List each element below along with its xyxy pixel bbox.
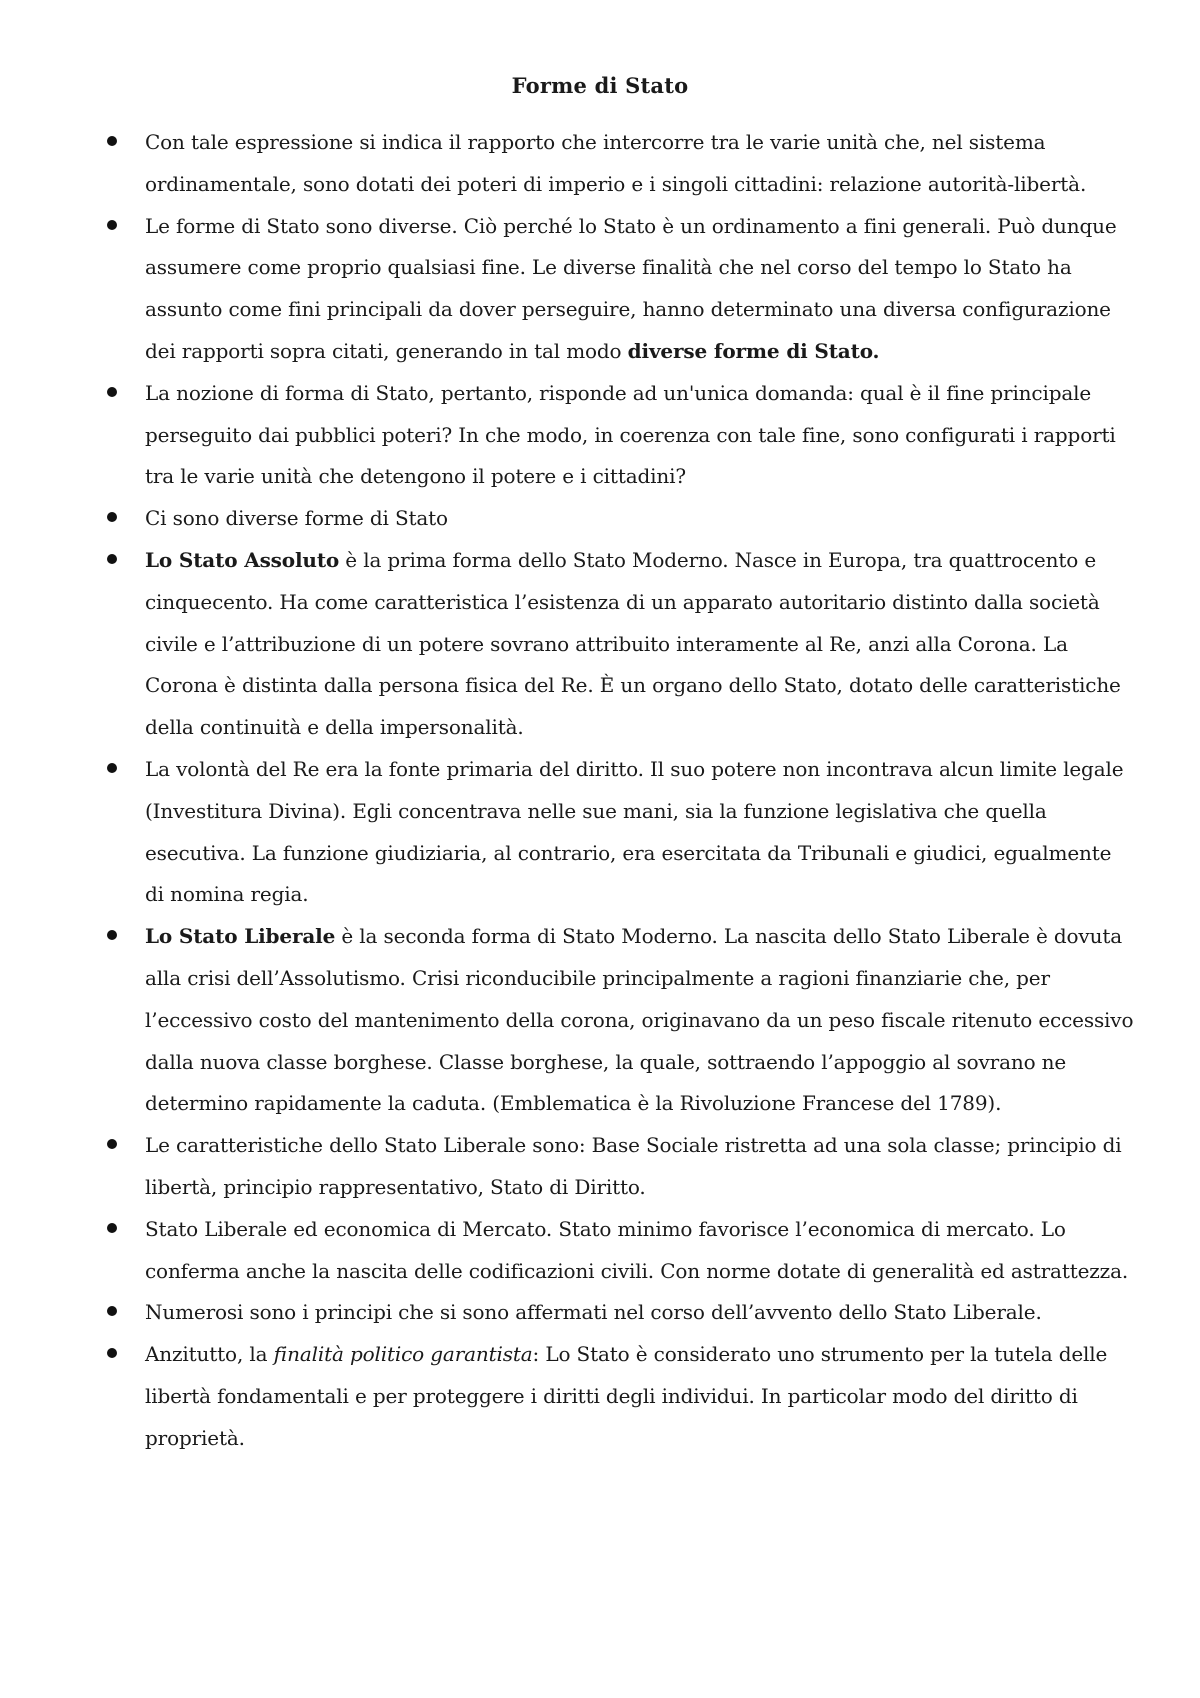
list-item: [0, 206, 1135, 373]
bullet-icon: [107, 1348, 117, 1358]
item-text: è la prima forma dello Stato Moderno. Nasce in Europa, tra quattrocento e cinquecento. Ha come caratteristica l’esistenza di un apparato autoritario distinto dalla società civile e l’attribuzione di un potere sovrano attribuito interamente al Re, anzi alla Corona. La Corona è distinta dalla persona fisica del Re. È un organo dello Stato, dotato delle caratteristiche della continuità e della impersonalità.: [145, 547, 1121, 740]
bullet-list: [0, 122, 1200, 1460]
item-text: La volontà del Re era la fonte primaria del diritto. Il suo potere non incontrava alcun limite legale (Investitura Divina). Egli concentrava nelle sue mani, sia la funzione legislativa che quella esecutiva. La funzione giudiziaria, al contrario, era esercitata da Tribunali e giudici, egualmente di nomina regia.: [145, 756, 1124, 907]
bullet-icon: [107, 512, 117, 522]
page-title: Forme di Stato: [511, 73, 689, 98]
bullet-icon: [107, 136, 117, 146]
item-text: Anzitutto, la: [145, 1342, 274, 1367]
item-text: Le forme di Stato sono diverse. Ciò perché lo Stato è un ordinamento a fini generali. Può dunque assumere come proprio qualsiasi fine. Le diverse finalità che nel corso del tempo lo Stato ha assunto come fini principali da dover perseguire, hanno determinato una diversa configurazione dei rapporti sopra citati, generando in tal modo: [145, 213, 1117, 363]
item-text: Ci sono diverse forme di Stato: [145, 506, 448, 531]
list-item: [0, 1125, 1135, 1209]
item-bold-text: Lo Stato Assoluto: [145, 547, 340, 572]
list-item: [0, 498, 1135, 540]
list-item: [0, 373, 1135, 498]
bullet-icon: [107, 220, 117, 230]
list-item: [0, 540, 1135, 749]
item-italic-text: finalità politico garantista: [273, 1342, 533, 1367]
bullet-icon: [107, 1306, 117, 1316]
bullet-icon: [107, 763, 117, 773]
bullet-icon: [107, 387, 117, 397]
item-text: Con tale espressione si indica il rapporto che intercorre tra le varie unità che, nel sistema ordinamentale, sono dotati dei poteri di imperio e i singoli cittadini: relazione autorità-libertà.: [145, 130, 1087, 196]
item-bold-text: Lo Stato Liberale: [145, 924, 336, 949]
item-text: Le caratteristiche dello Stato Liberale sono: Base Sociale ristretta ad una sola classe; principio di libertà, principio rappresentativo, Stato di Diritto.: [145, 1133, 1122, 1199]
item-text: La nozione di forma di Stato, pertanto, risponde ad un'unica domanda: qual è il fine principale perseguito dai pubblici poteri? In che modo, in coerenza con tale fine, sono configurati i rapporti tra le varie unità che detengono il potere e i cittadini?: [145, 380, 1116, 489]
item-text: è la seconda forma di Stato Moderno. La nascita dello Stato Liberale è dovuta alla crisi dell’Assolutismo. Crisi riconducibile principalmente a ragioni finanziarie che, per l’eccessivo costo del mantenimento della corona, originavano da un peso fiscale ritenuto eccessivo dalla nuova classe borghese. Classe borghese, la quale, sottraendo l’appoggio al sovrano ne determino rapidamente la caduta. (Emblematica è la Rivoluzione Francese del 1789).: [145, 924, 1134, 1116]
list-item: [0, 122, 1135, 206]
bullet-icon: [107, 1223, 117, 1233]
list-item: [0, 916, 1135, 1125]
list-item: [0, 1209, 1135, 1293]
item-bold-text: diverse forme di Stato.: [627, 338, 880, 363]
bullet-icon: [107, 1139, 117, 1149]
item-text: : Lo Stato è considerato uno strumento per la tutela delle libertà fondamentali e per proteggere i diritti degli individui. In particolar modo del diritto di proprietà.: [145, 1342, 1108, 1450]
list-item: [0, 1334, 1135, 1459]
list-item: [0, 749, 1135, 916]
list-item: [0, 1292, 1135, 1334]
item-text: Stato Liberale ed economica di Mercato. Stato minimo favorisce l’economica di mercato. Lo conferma anche la nascita delle codificazioni civili. Con norme dotate di generalità ed astrattezza.: [145, 1216, 1129, 1283]
item-text: Numerosi sono i principi che si sono affermati nel corso dell’avvento dello Stato Liberale.: [145, 1300, 1042, 1325]
bullet-icon: [107, 930, 117, 940]
bullet-icon: [107, 554, 117, 564]
